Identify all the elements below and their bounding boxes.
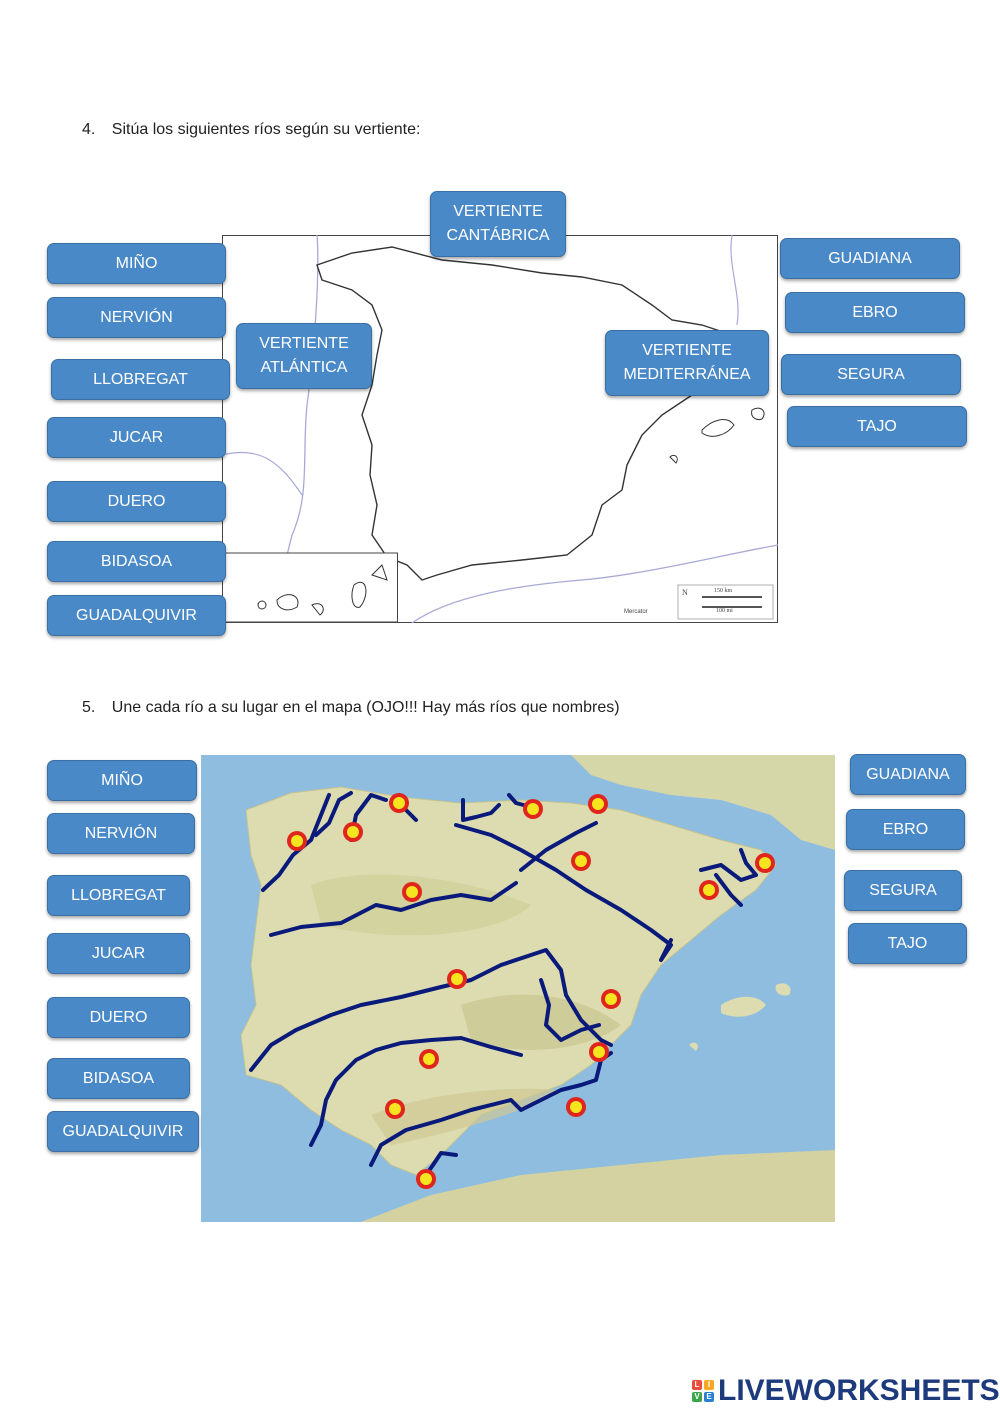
river-marker[interactable] [447, 969, 467, 989]
drop-zone-atlantica[interactable] [236, 323, 372, 389]
projection-label: Mercator [624, 609, 648, 615]
q4-river-chip-segura[interactable]: SEGURA [781, 354, 961, 395]
relief-map-spain-rivers [201, 755, 835, 1222]
q4-river-chip-tajo[interactable]: TAJO [787, 406, 967, 447]
question-number: 5. [82, 699, 96, 716]
q4-river-chip-nervion[interactable]: NERVIÓN [47, 297, 226, 338]
q5-river-chip-llobregat[interactable]: LLOBREGAT [47, 875, 190, 916]
scale-km-label: 150 km [714, 588, 733, 594]
q5-river-chip-jucar[interactable]: JUCAR [47, 933, 190, 974]
river-marker[interactable] [601, 989, 621, 1009]
q5-river-chip-duero[interactable]: DUERO [47, 997, 190, 1038]
drop-zone-mediterranea[interactable] [605, 330, 769, 396]
river-marker[interactable] [566, 1097, 586, 1117]
river-marker[interactable] [287, 831, 307, 851]
question-number: 4. [82, 121, 96, 138]
river-marker[interactable] [523, 799, 543, 819]
river-marker[interactable] [571, 851, 591, 871]
zone-label-line: MEDITERRÁNEA [623, 366, 751, 383]
river-marker[interactable] [389, 793, 409, 813]
question-text: Une cada río a su lugar en el mapa (OJO!!! Hay más ríos que nombres) [111, 699, 620, 716]
zone-label-line: CANTÁBRICA [446, 227, 550, 244]
river-marker[interactable] [343, 822, 363, 842]
q5-river-chip-bidasoa[interactable]: BIDASOA [47, 1058, 190, 1099]
river-marker[interactable] [699, 880, 719, 900]
blank-map-spain [222, 235, 778, 623]
north-arrow-label: N [682, 588, 688, 597]
q4-river-chip-guadiana[interactable]: GUADIANA [780, 238, 960, 279]
q4-river-chip-ebro[interactable]: EBRO [785, 292, 965, 333]
zone-label-line: VERTIENTE [642, 342, 732, 359]
q5-river-chip-mino[interactable]: MIÑO [47, 760, 197, 801]
zone-label-line: VERTIENTE [453, 203, 543, 220]
river-marker[interactable] [416, 1169, 436, 1189]
river-marker[interactable] [402, 882, 422, 902]
question-5-heading [82, 699, 620, 717]
river-marker[interactable] [755, 853, 775, 873]
q4-river-chip-mino[interactable]: MIÑO [47, 243, 226, 284]
scale-mi-label: 100 mi [716, 608, 733, 614]
logo-text: LIVEWORKSHEETS [718, 1374, 1000, 1407]
q4-river-chip-llobregat[interactable]: LLOBREGAT [51, 359, 230, 400]
q4-river-chip-guadalquivir[interactable]: GUADALQUIVIR [47, 595, 226, 636]
q5-river-chip-nervion[interactable]: NERVIÓN [47, 813, 195, 854]
drop-zone-cantabrica[interactable] [430, 191, 566, 257]
liveworksheets-logo [692, 1374, 1000, 1408]
river-marker[interactable] [419, 1049, 439, 1069]
q4-river-chip-duero[interactable]: DUERO [47, 481, 226, 522]
zone-label-line: VERTIENTE [259, 335, 349, 352]
q5-river-chip-segura[interactable]: SEGURA [844, 870, 962, 911]
river-marker[interactable] [588, 794, 608, 814]
q5-river-chip-guadalquivir[interactable]: GUADALQUIVIR [47, 1111, 199, 1152]
q5-river-chip-ebro[interactable]: EBRO [846, 809, 965, 850]
river-marker[interactable] [385, 1099, 405, 1119]
question-4-heading [82, 121, 420, 139]
river-marker[interactable] [589, 1042, 609, 1062]
q5-river-chip-guadiana[interactable]: GUADIANA [850, 754, 966, 795]
zone-label-line: ATLÁNTICA [260, 359, 348, 376]
q5-river-chip-tajo[interactable]: TAJO [848, 923, 967, 964]
q4-river-chip-bidasoa[interactable]: BIDASOA [47, 541, 226, 582]
liveworksheets-logo-icon: L I V E [692, 1380, 714, 1402]
q4-river-chip-jucar[interactable]: JUCAR [47, 417, 226, 458]
question-text: Sitúa los siguientes ríos según su vertiente: [111, 121, 421, 138]
